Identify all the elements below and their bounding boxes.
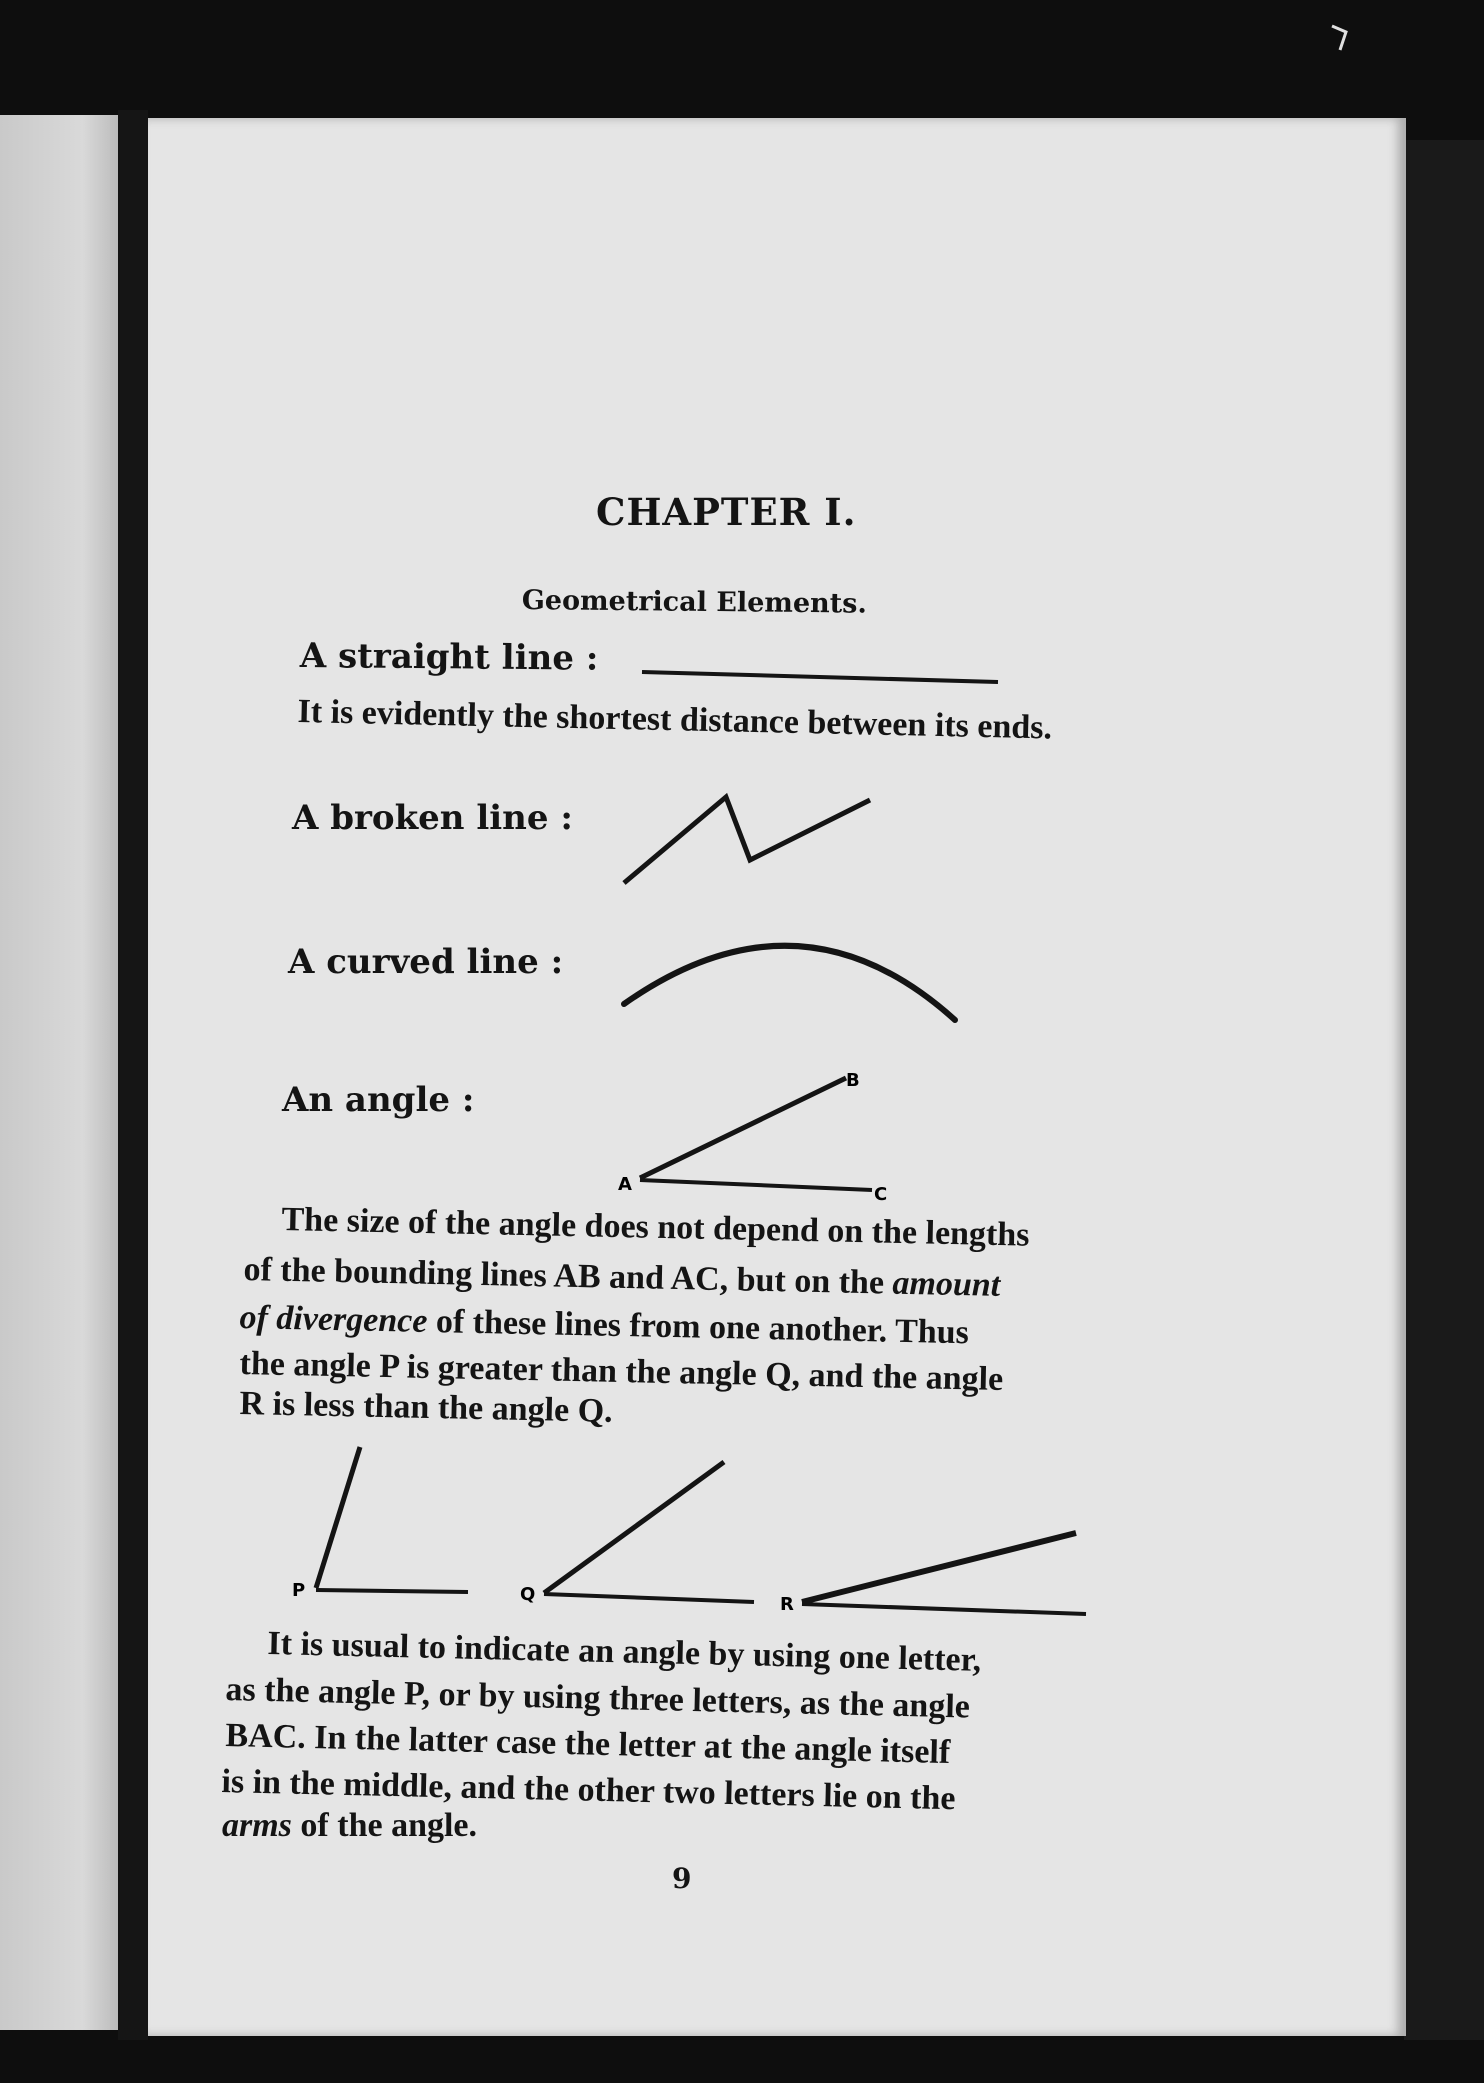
angle-arm-c-label: C [874,1184,888,1205]
paragraph-line: of divergence of these lines from one another. Thus [239,1298,970,1352]
angle-q-label: Q [520,1584,536,1605]
broken-line-figure [624,797,870,883]
paragraph-line: is in the middle, and the other two letters lie on the [221,1762,956,1818]
paragraph-line: BAC. In the latter case the letter at the angle itself [225,1716,951,1772]
straight-line-note: It is evidently the shortest distance between its ends. [297,692,1053,747]
chapter-heading: CHAPTER I. [596,490,857,534]
paragraph-line: R is less than the angle Q. [239,1384,613,1430]
angle-arm-b-label: B [846,1070,860,1091]
straight-line-label: A straight line : [299,636,599,679]
angle-r-figure [780,1533,1086,1615]
curved-line-label: A curved line : [288,942,564,982]
straight-line-figure [642,672,998,682]
angle-q-figure [520,1462,754,1605]
broken-line-label: A broken line : [292,798,573,838]
paragraph-line: of the bounding lines AB and AC, but on the amount [243,1250,1001,1304]
paragraph-line: It is usual to indicate an angle by using one letter, [267,1624,982,1679]
angle-vertex-label: A [618,1174,632,1195]
paragraph-line: as the angle P, or by using three letters, as the angle [225,1670,971,1726]
page-number: 9 [672,1862,692,1895]
curved-line-figure [624,946,955,1020]
section-title: Geometrical Elements. [521,585,867,620]
angle-label: An angle : [282,1080,475,1120]
angle-r-label: R [780,1594,794,1615]
angle-p-label: P [292,1580,306,1601]
paragraph-line: arms of the angle. [222,1807,478,1844]
paragraph-line: The size of the angle does not depend on the lengths [281,1200,1030,1254]
paragraph-line: the angle P is greater than the angle Q, and the angle [239,1344,1004,1398]
angle-p-figure [292,1447,468,1601]
angle-bac-figure [618,1070,887,1205]
